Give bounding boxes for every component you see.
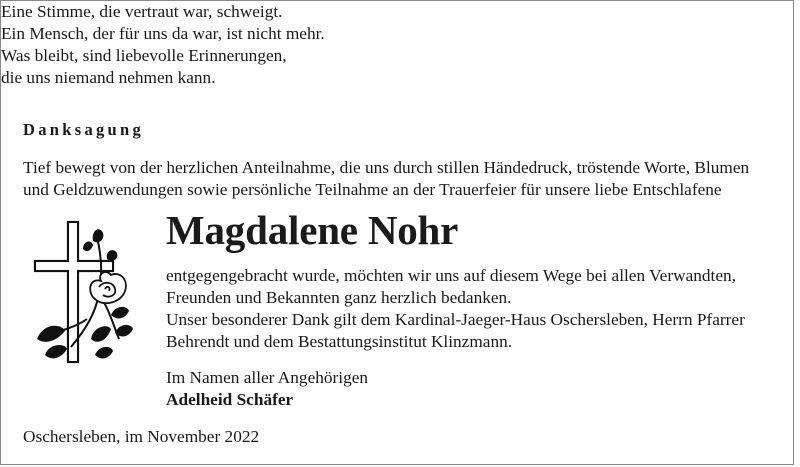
body-line: Behrendt und dem Bestattungsinstitut Klinzmann. [166,332,513,351]
thanks-heading: Danksagung [23,120,145,139]
poem-line: Ein Mensch, der für uns da war, ist nicht mehr. [1,24,325,43]
memorial-poem [1,1,793,89]
intro-paragraph [23,157,749,201]
body-line: Freunden und Bekannten ganz herzlich bedanken. [166,288,512,307]
thanks-paragraph [166,265,745,353]
poem-line: Eine Stimme, die vertraut war, schweigt. [1,2,283,21]
intro-line: Tief bewegt von der herzlichen Anteilnahme, die uns durch stillen Händedruck, tröstende Worte, Blumen [23,158,750,177]
deceased-name: Magdalene Nohr [166,207,459,253]
body-line: Unser besonderer Dank gilt dem Kardinal-Jaeger-Haus Oschersleben, Herrn Pfarrer [166,310,745,329]
poem-line: die uns niemand nehmen kann. [1,68,216,87]
poem-line: Was bleibt, sind liebevolle Erinnerungen, [1,46,287,65]
cross-with-rose-icon [31,219,141,374]
signatory-name: Adelheid Schäfer [166,390,294,409]
signature-block [166,367,368,411]
intro-line: und Geldzuwendungen sowie persönliche Teilnahme an der Trauerfeier für unsere liebe Entschlafene [23,180,722,199]
body-line: entgegengebracht wurde, möchten wir uns auf diesem Wege bei allen Verwandten, [166,266,736,285]
on-behalf-text: Im Namen aller Angehörigen [166,368,369,387]
place-date: Oschersleben, im November 2022 [23,427,260,446]
